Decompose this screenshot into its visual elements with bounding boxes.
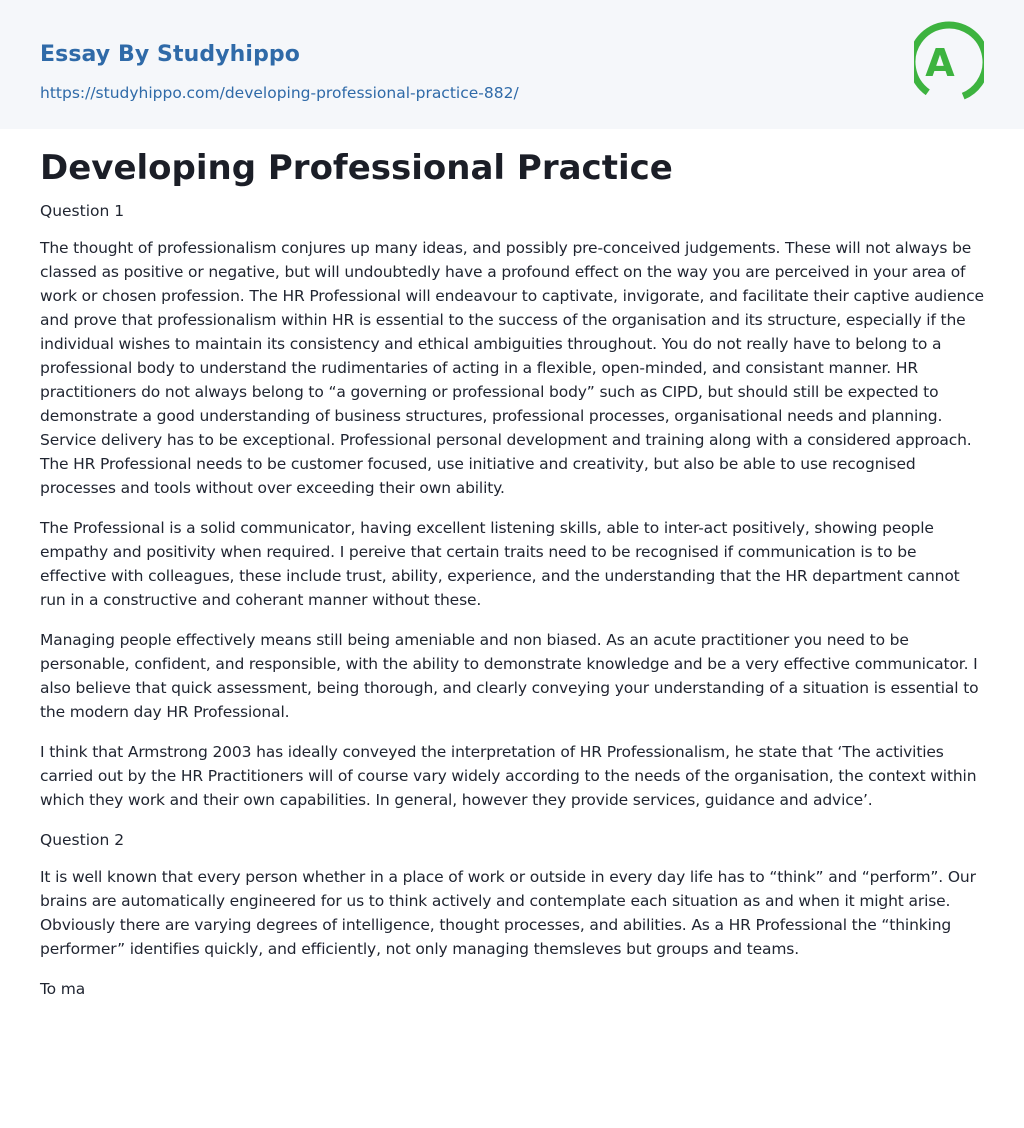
paragraph: Managing people effectively means still being ameniable and non biased. As an acute practitioner you need to be personable, confident, and responsible, with the ability to demonstrate knowledge and be a very effective communicator. I also believe that quick assessment, being thorough, and clearly conveying your understanding of a situation is essential to the modern day HR Professional.	[40, 631, 979, 721]
paragraph: I think that Armstrong 2003 has ideally conveyed the interpretation of HR Professionalism, he state that ‘The activities carried out by the HR Practitioners will of course vary widely according to the needs of the organisation, the context within which they work and their own capabilities. In general, however they provide services, guidance and advice’.	[40, 743, 977, 809]
paragraph: It is well known that every person whether in a place of work or outside in every day life has to “think” and “perform”. Our brains are automatically engineered for us to think actively and contemplate each situation as and when it might arise. Obviously there are varying degrees of intelligence, thought processes, and abilities. As a HR Professional the “thinking performer” identifies quickly, and efficiently, not only managing themsleves but groups and teams.	[40, 868, 976, 958]
paragraph: To ma	[40, 980, 86, 998]
logo-letter: A	[925, 41, 955, 85]
essay-url-link[interactable]: https://studyhippo.com/developing-professional-practice-882/	[40, 84, 519, 102]
essay-content	[0, 129, 1024, 1001]
paragraph: The Professional is a solid communicator, having excellent listening skills, able to inter-act positively, showing people empathy and positivity when required. I pereive that certain traits need to be recognised if communication is to be effective with colleagues, these include trust, ability, experience, and the understanding that the HR department cannot run in a constructive and coherant manner without these.	[40, 519, 960, 609]
page-title: Developing Professional Practice	[40, 148, 673, 188]
site-header	[0, 0, 1024, 129]
question-2-label: Question 2	[40, 831, 125, 849]
paragraph: The thought of professionalism conjures up many ideas, and possibly pre-conceived judgements. These will not always be classed as positive or negative, but will undoubtedly have a profound effect on the way you are perceived in your area of work or chosen profession. The HR Professional will endeavour to captivate, invigorate, and facilitate their captive audience and prove that professionalism within HR is essential to the success of the organisation and its structure, especially if the individual wishes to maintain its consistency and ethical ambiguities throughout. You do not really have to belong to a professional body to understand the rudimentaries of acting in a flexible, open-minded, and consistant manner. HR practitioners do not always belong to “a governing or professional body” such as CIPD, but should still be expected to demonstrate a good understanding of business structures, professional processes, organisational needs and planning. Service delivery has to be exceptional. Professional personal development and training along with a considered approach. The HR Professional needs to be customer focused, use initiative and creativity, but also be able to use recognised processes and tools without over exceeding their own ability.	[40, 239, 984, 497]
logo-icon[interactable]	[914, 20, 984, 104]
site-brand[interactable]: Essay By Studyhippo	[40, 42, 300, 67]
question-1-label: Question 1	[40, 202, 125, 220]
